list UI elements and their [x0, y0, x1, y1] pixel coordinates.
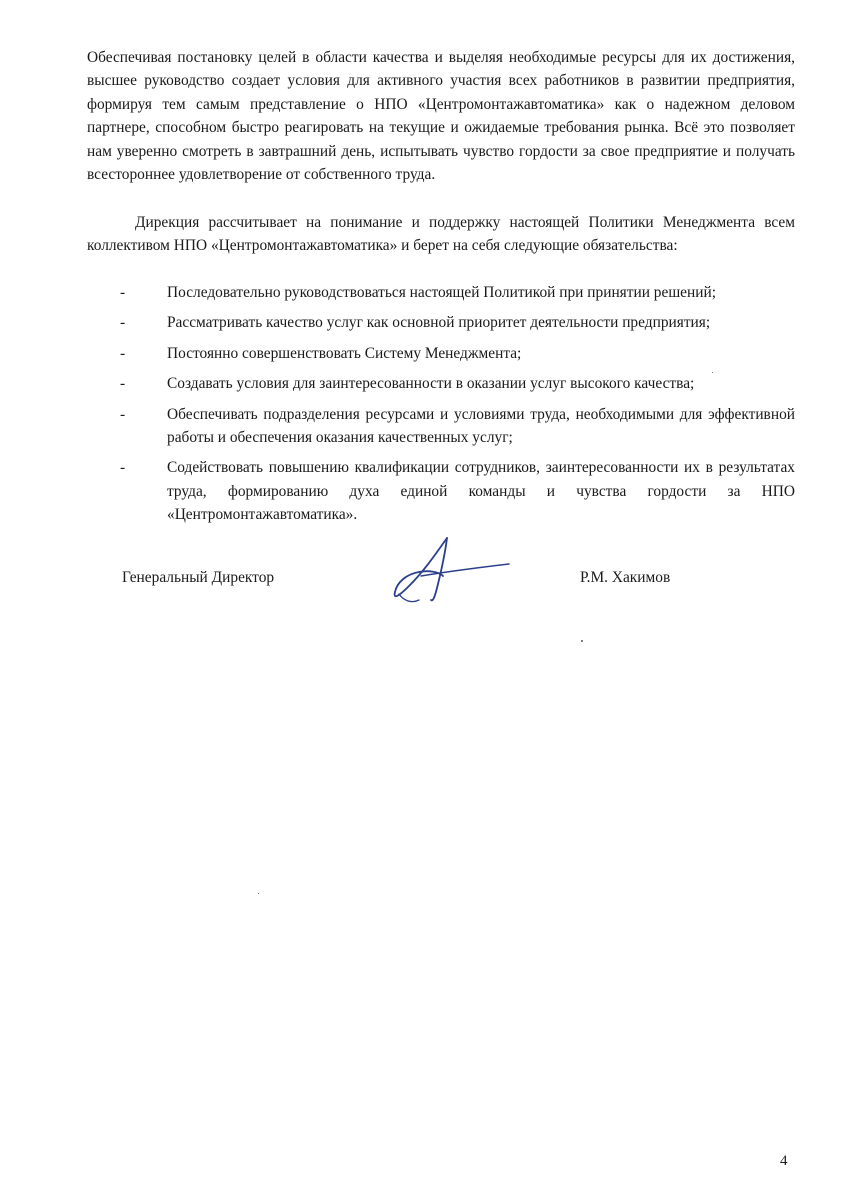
list-item-text: Последовательно руководствоваться настоящей Политикой при принятии решений;: [167, 284, 716, 301]
scan-speck: [581, 640, 583, 642]
list-item: [120, 456, 795, 526]
scan-speck: [712, 372, 713, 373]
intro-paragraph: Обеспечивая постановку целей в области качества и выделяя необходимые ресурсы для их достижения, высшее руководство создает условия для активного участия всех работников в развитии предприятия, формируя тем самым представление о НПО «Центромонтажавтоматика» как о надежном деловом партнере, способном быстро реагировать на текущие и ожидаемые требования рынка. Всё это позволяет нам уверенно смотреть в завтрашний день, испытывать чувство гордости за свое предприятие и получать всестороннее удовлетворение от собственного труда.: [87, 49, 795, 184]
list-item: [120, 281, 795, 304]
commitment-paragraph: Дирекция рассчитывает на понимание и поддержку настоящей Политики Менеджмента всем коллективом НПО «Центромонтажавтоматика» и берет на себя следующие обязательства:: [87, 214, 795, 255]
list-item-text: Содействовать повышению квалификации сотрудников, заинтересованности их в результатах труда, формированию духа единой команды и чувства гордости за НПО «Центромонтажавтоматика».: [167, 459, 795, 524]
bullet-dash: -: [120, 375, 126, 393]
list-item: [120, 372, 795, 395]
list-item-text: Создавать условия для заинтересованности в оказании услуг высокого качества;: [167, 375, 695, 393]
bullet-dash: -: [120, 405, 126, 423]
handwritten-signature: [385, 530, 525, 606]
list-item: [120, 403, 795, 450]
obligations-list: [120, 281, 795, 534]
bullet-dash: -: [120, 314, 126, 332]
list-item: [120, 311, 795, 334]
list-item-text: Постоянно совершенствовать Систему Менеджмента;: [167, 344, 522, 362]
list-item: [120, 342, 795, 365]
bullet-dash: -: [120, 284, 126, 301]
list-item-text: Обеспечивать подразделения ресурсами и условиями труда, необходимыми для эффективной работы и обеспечения оказания качественных услуг;: [167, 405, 795, 447]
bullet-dash: -: [120, 459, 126, 477]
page-number: 4: [780, 1153, 788, 1169]
list-item-text: Рассматривать качество услуг как основной приоритет деятельности предприятия;: [167, 314, 711, 332]
signatory-name: Р.М. Хакимов: [580, 569, 671, 586]
scan-speck: [258, 893, 259, 894]
signatory-title: Генеральный Директор: [122, 569, 275, 586]
bullet-dash: -: [120, 344, 126, 362]
